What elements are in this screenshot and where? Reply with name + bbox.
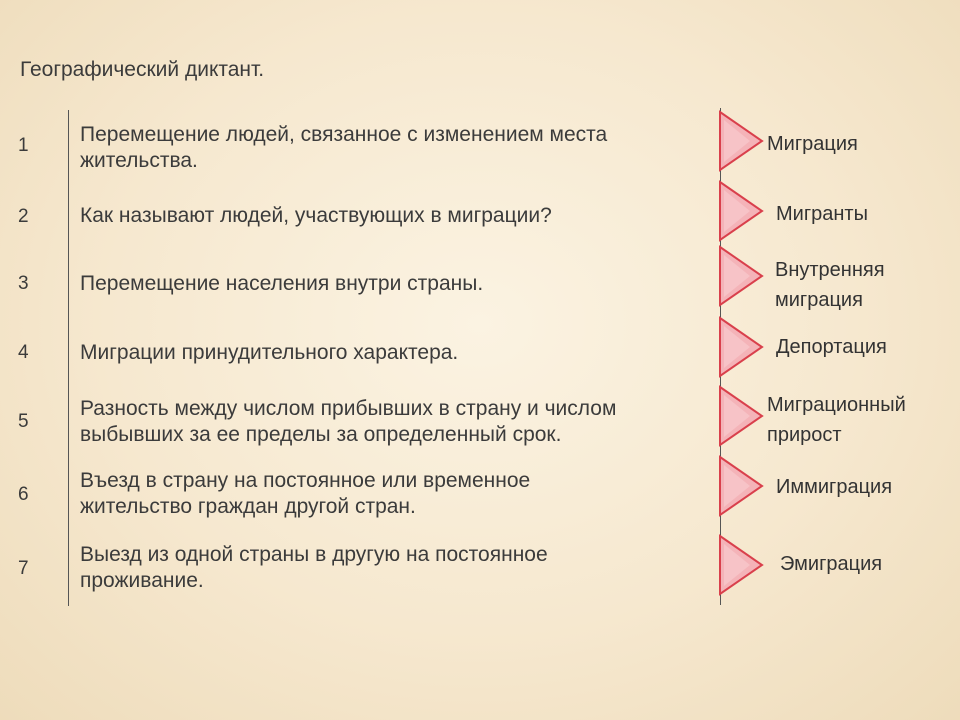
row-number: 7	[18, 558, 29, 579]
answer-text: Внутренняя миграция	[775, 259, 885, 311]
answer-text: Мигранты	[776, 203, 868, 225]
row-number: 5	[18, 411, 29, 432]
question-text: Как называют людей, участвующих в миграции?	[80, 204, 552, 227]
answer-text: Эмиграция	[780, 553, 883, 575]
question-text: Разность между числом прибывших в страну и числом выбывших за ее пределы за определенный срок.	[80, 397, 617, 446]
dictation-title: Географический диктант.	[20, 58, 265, 81]
question-text: Въезд в страну на постоянное или временное жительство граждан другой стран.	[80, 469, 531, 518]
question-text: Перемещение населения внутри страны.	[80, 272, 484, 295]
row-number: 3	[18, 273, 29, 294]
row-number: 4	[18, 342, 29, 363]
answer-text: Миграционный прирост	[767, 394, 906, 446]
triangle-marker-icon[interactable]	[718, 180, 764, 242]
triangle-marker-icon[interactable]	[718, 534, 764, 596]
triangle-marker-icon[interactable]	[718, 455, 764, 517]
triangle-marker-icon[interactable]	[718, 385, 764, 447]
triangle-marker-icon[interactable]	[718, 245, 764, 307]
triangle-marker-icon[interactable]	[718, 316, 764, 378]
question-text: Перемещение людей, связанное с изменением места жительства.	[80, 123, 608, 172]
left-divider	[68, 110, 69, 606]
answer-text: Депортация	[776, 336, 887, 358]
triangle-marker-icon[interactable]	[718, 110, 764, 172]
row-number: 1	[18, 135, 29, 156]
answer-text: Миграция	[767, 133, 858, 155]
question-text: Выезд из одной страны в другую на постоянное проживание.	[80, 543, 548, 592]
question-text: Миграции принудительного характера.	[80, 341, 459, 364]
answer-text: Иммиграция	[776, 476, 893, 498]
row-number: 6	[18, 484, 29, 505]
row-number: 2	[18, 206, 29, 227]
